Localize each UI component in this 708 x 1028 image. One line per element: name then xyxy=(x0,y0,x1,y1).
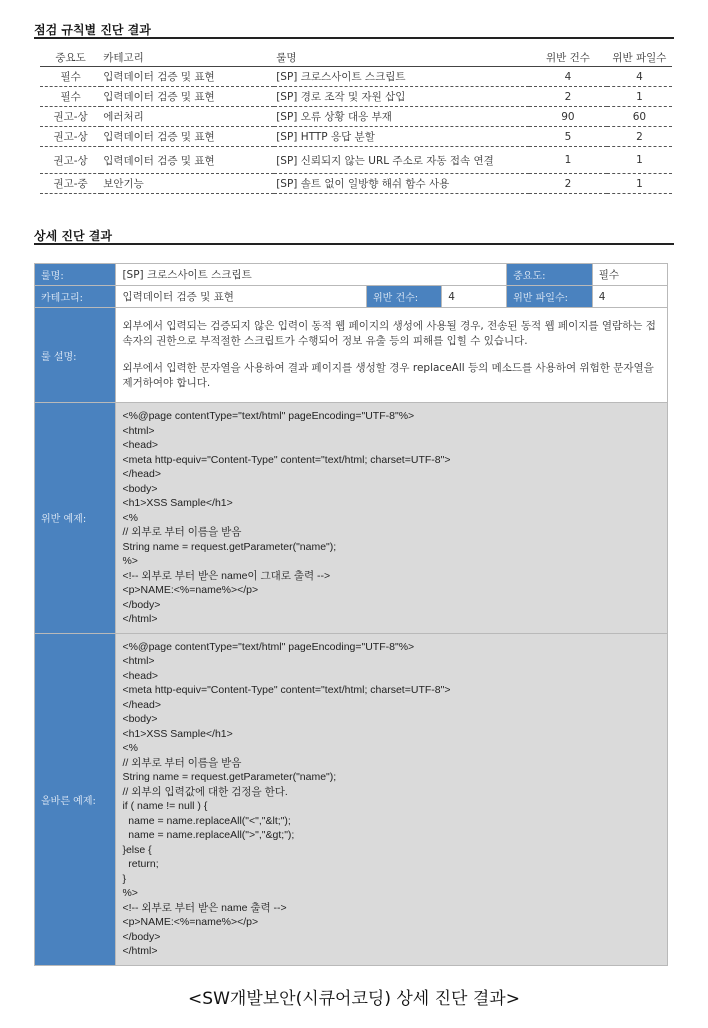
row-severity: 권고-상 xyxy=(40,127,101,147)
row-category: 입력데이터 검증 및 표현 xyxy=(101,87,274,107)
header-severity: 중요도 xyxy=(40,48,101,67)
good-example-cell xyxy=(116,633,668,965)
row-rule: [SP] 경로 조작 및 자원 삽입 xyxy=(274,87,529,107)
violations-value: 4 xyxy=(442,286,507,308)
row-rule: [SP] HTTP 응답 분할 xyxy=(274,127,529,147)
row-violations: 4 xyxy=(529,67,607,87)
bad-example-cell xyxy=(116,403,668,634)
violations-label: 위반 건수: xyxy=(366,286,441,308)
row-files: 1 xyxy=(607,174,672,194)
severity-value: 필수 xyxy=(592,264,667,286)
row-files: 1 xyxy=(607,87,672,107)
summary-row xyxy=(40,127,672,147)
detail-row-description xyxy=(35,308,668,403)
row-files: 2 xyxy=(607,127,672,147)
figure-caption: <SW개발보안(시큐어코딩) 상세 진단 결과> xyxy=(188,989,520,1009)
category-label: 카테고리: xyxy=(35,286,116,308)
summary-body xyxy=(40,67,672,194)
row-severity: 필수 xyxy=(40,67,101,87)
row-rule: [SP] 크로스사이트 스크립트 xyxy=(274,67,529,87)
header-violations: 위반 건수 xyxy=(529,48,607,67)
summary-row xyxy=(40,147,672,174)
severity-label: 중요도: xyxy=(507,264,593,286)
header-rule: 룰명 xyxy=(274,48,529,67)
detail-table xyxy=(34,263,668,966)
summary-row xyxy=(40,67,672,87)
summary-header-row xyxy=(40,48,672,67)
row-files: 1 xyxy=(607,147,672,174)
row-category: 보안기능 xyxy=(101,174,274,194)
files-value: 4 xyxy=(592,286,667,308)
detail-row-good-example xyxy=(35,633,668,965)
description-paragraph-1: 외부에서 입력되는 검증되지 않은 입력이 동적 웹 페이지의 생성에 사용될 경우, 전송된 동적 웹 페이지를 열람하는 접속자의 권한으로 부적절한 스크립트가 수행되어 정보 유출 등의 피해를 입힐 수 있습니다. xyxy=(122,320,656,347)
description-label: 룰 설명: xyxy=(35,308,116,403)
files-label: 위반 파일수: xyxy=(507,286,593,308)
good-example-code: <%@page contentType="text/html" pageEncoding="UTF-8"%> <html> <head> <meta http-equiv="Content-Type" content="text/html; charset=UTF-8"> </head> <body> <h1>XSS Sample</h1> <% // 외부로 부터 이름을 받음 String name = request.getParameter("name"); // 외부의 입력값에 대한 검정을 한다. if ( name != null ) { name = name.replaceAll("<","&lt;"); name = name.replaceAll(">","&gt;"); }else { return; } %> <!-- 외부로 부터 받은 name 출력 --> <p>NAME:<%=name%></p> </body> </html> xyxy=(122,640,451,957)
row-violations: 2 xyxy=(529,174,607,194)
row-rule: [SP] 오류 상황 대응 부재 xyxy=(274,107,529,127)
summary-row xyxy=(40,107,672,127)
good-example-label: 올바른 예제: xyxy=(35,633,116,965)
rule-label: 룰명: xyxy=(35,264,116,286)
category-value: 입력데이터 검증 및 표현 xyxy=(116,286,367,308)
row-violations: 2 xyxy=(529,87,607,107)
row-category: 에러처리 xyxy=(101,107,274,127)
row-violations: 1 xyxy=(529,147,607,174)
bad-example-label: 위반 예제: xyxy=(35,403,116,634)
row-category: 입력데이터 검증 및 표현 xyxy=(101,67,274,87)
row-rule: [SP] 신뢰되지 않는 URL 주소로 자동 접속 연결 xyxy=(274,147,529,174)
description-paragraph-2: 외부에서 입력한 문자열을 사용하여 결과 페이지를 생성할 경우 replaceAll 등의 메소드를 사용하여 위험한 문자열을 제거하여야 합니다. xyxy=(122,362,654,389)
summary-row xyxy=(40,87,672,107)
description-value xyxy=(116,308,668,403)
row-severity: 권고-상 xyxy=(40,107,101,127)
summary-row xyxy=(40,174,672,194)
header-files: 위반 파일수 xyxy=(607,48,672,67)
row-severity: 필수 xyxy=(40,87,101,107)
bad-example-code: <%@page contentType="text/html" pageEncoding="UTF-8"%> <html> <head> <meta http-equiv="Content-Type" content="text/html; charset=UTF-8"> </head> <body> <h1>XSS Sample</h1> <% // 외부로 부터 이름을 받음 String name = request.getParameter("name"); %> <!-- 외부로 부터 받은 name이 그대로 출력 --> <p>NAME:<%=name%></p> </body> </html> xyxy=(122,410,451,625)
detail-row-category xyxy=(35,286,668,308)
row-violations: 5 xyxy=(529,127,607,147)
detail-row-bad-example xyxy=(35,403,668,634)
summary-table xyxy=(40,48,672,194)
header-category: 카테고리 xyxy=(101,48,274,67)
row-category: 입력데이터 검증 및 표현 xyxy=(101,127,274,147)
row-violations: 90 xyxy=(529,107,607,127)
row-files: 4 xyxy=(607,67,672,87)
row-files: 60 xyxy=(607,107,672,127)
row-severity: 권고-상 xyxy=(40,147,101,174)
row-rule: [SP] 솔트 없이 일방향 해쉬 함수 사용 xyxy=(274,174,529,194)
summary-title: 점검 규칙별 진단 결과 xyxy=(34,23,151,37)
row-severity: 권고-중 xyxy=(40,174,101,194)
summary-rule xyxy=(34,37,674,39)
rule-value: [SP] 크로스사이트 스크립트 xyxy=(116,264,507,286)
row-category: 입력데이터 검증 및 표현 xyxy=(101,147,274,174)
detail-rule xyxy=(34,243,674,245)
detail-title: 상세 진단 결과 xyxy=(34,229,112,243)
detail-row-rule xyxy=(35,264,668,286)
